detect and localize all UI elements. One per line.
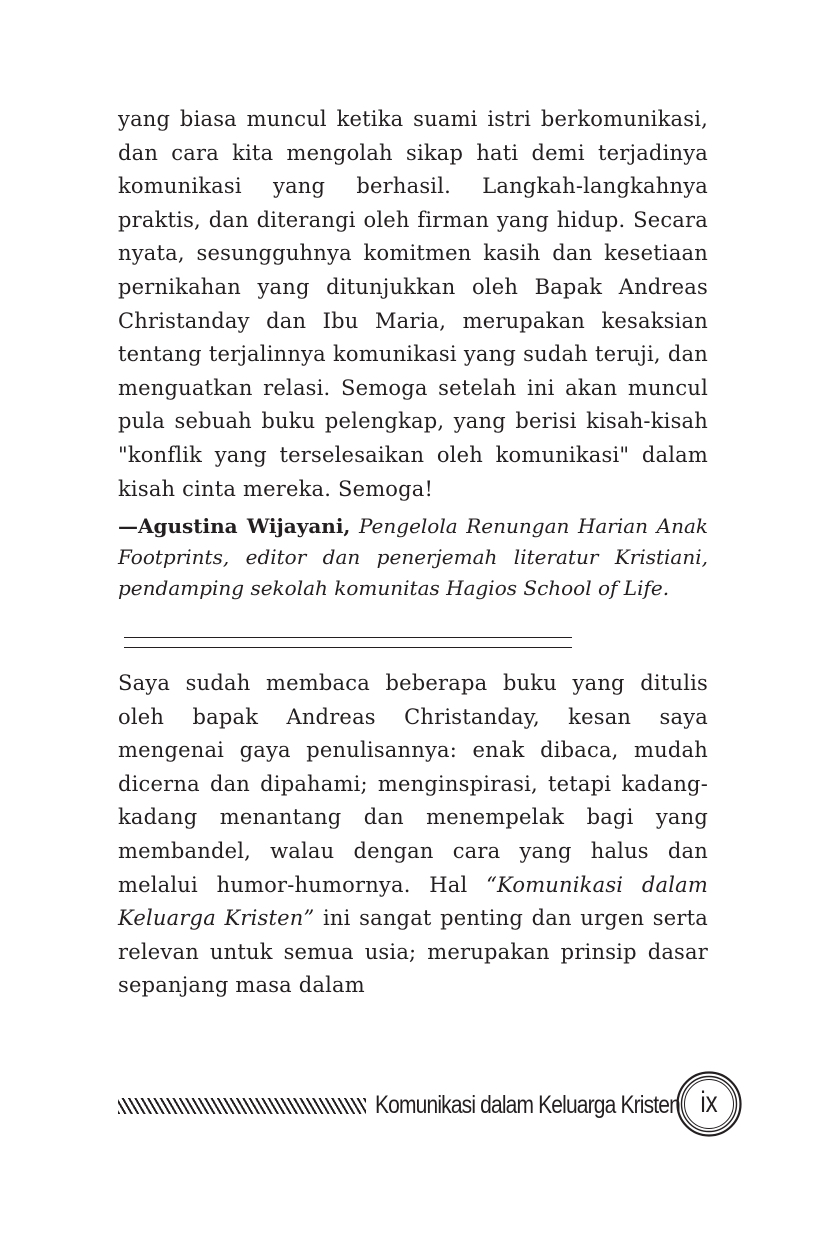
body-paragraph-1: yang biasa muncul ketika suami istri berkomunikasi, dan cara kita mengolah sikap hati demi terjadinya komunikasi yang berhasil. Langkah-langkahnya praktis, dan diterangi oleh firman yang hidup. Secara nyata, sesungguhnya komitmen kasih dan kesetiaan pernikahan yang ditunjukkan oleh Bapak Andreas Christanday dan Ibu Maria, merupakan kesaksian tentang terjalinnya komunikasi yang sudah teruji, dan menguatkan relasi. Semoga setelah ini akan muncul pula sebuah buku pelengkap, yang berisi kisah-kisah "konflik yang terselesaikan oleh komunikasi" dalam kisah cinta mereka. Semoga!	[118, 107, 708, 501]
attribution-name: —Agustina Wijayani,	[118, 514, 351, 538]
body-paragraph-2	[118, 667, 708, 1003]
attribution	[118, 511, 708, 604]
paragraph-2-text-end: ini sangat penting dan urgen serta relevan untuk semua usia; merupakan prinsip dasar sepanjang masa dalam	[118, 906, 708, 998]
separator-line-bottom	[124, 647, 572, 648]
body-paragraph-2-container	[118, 667, 708, 1003]
page-number: ix	[700, 1086, 718, 1119]
body-paragraph-1-container	[118, 103, 708, 506]
attribution-description: Pengelola Renungan Harian Anak Footprints, editor dan penerjemah literatur Kristiani, pendamping sekolah komunitas Hagios School of Life.	[118, 514, 709, 600]
paragraph-2-book-title: “Komunikasi dalam Keluarga Kristen”	[118, 872, 708, 931]
footer-stripe-decoration	[118, 1098, 366, 1114]
paragraph-2-text-start: Saya sudah membaca beberapa buku yang ditulis oleh bapak Andreas Christanday, kesan saya mengenai gaya penulisannya: enak dibaca, mudah dicerna dan dipahami; menginspirasi, tetapi kadang-kadang menantang dan menempelak bagi yang membandel, walau dengan cara yang halus dan melalui humor-humornya. Hal	[118, 671, 708, 897]
footer-book-title: Komunikasi dalam Keluarga Kristen	[375, 1091, 680, 1119]
separator-line-top	[124, 637, 572, 638]
